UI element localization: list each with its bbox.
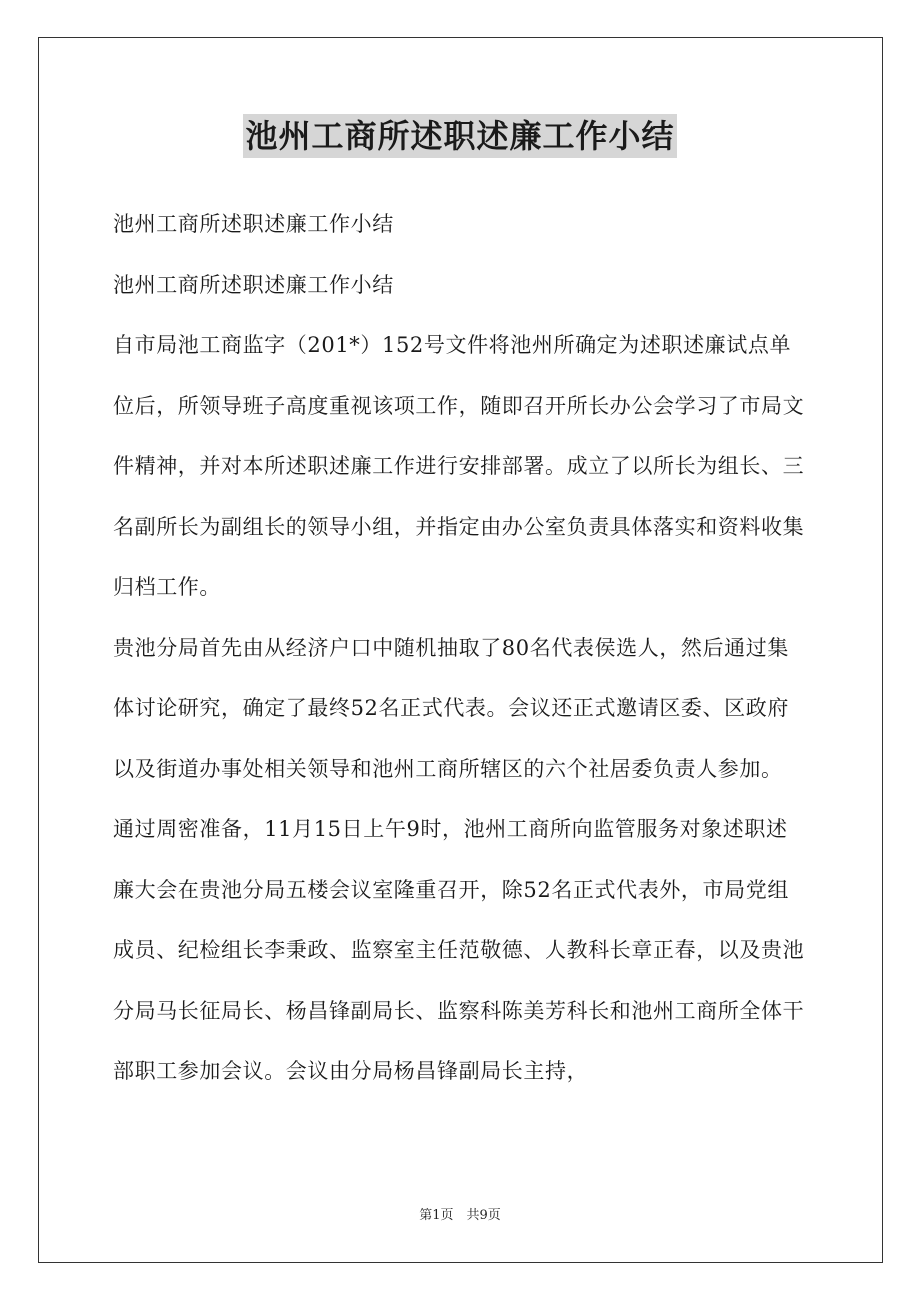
document-body (113, 194, 808, 1102)
document-title (0, 114, 920, 158)
paragraph: 池州工商所述职述廉工作小结 (113, 212, 394, 236)
page-number: 第1页 共9页 (419, 1208, 501, 1223)
paragraph: 池州工商所述职述廉工作小结 (113, 272, 394, 297)
paragraph: 通过周密准备，11月15日上午9时，池州工商所向监管服务对象述职述廉大会在贵池分局五楼会议室隆重召开，除52名正式代表外，市局党组成员、纪检组长李秉政、监察室主任范敬德、人教科长章正春，以及贵池分局马长征局长、杨昌锋副局长、监察科陈美芳科长和池州工商所全体干部职工参加会议。会议由分局杨昌锋副局长主持， (113, 817, 805, 1083)
paragraph: 自市局池工商监字（201*）152号文件将池州所确定为述职述廉试点单位后，所领导班子高度重视该项工作，随即召开所长办公会学习了市局文件精神，并对本所述职述廉工作进行安排部署。成立了以所长为组长、三名副所长为副组长的领导小组，并指定由办公室负责具体落实和资料收集归档工作。 (113, 333, 805, 599)
paragraph: 贵池分局首先由从经济户口中随机抽取了80名代表侯选人，然后通过集体讨论研究，确定了最终52名正式代表。会议还正式邀请区委、区政府以及街道办事处相关领导和池州工商所辖区的六个社居委负责人参加。 (113, 635, 789, 781)
document-title-text: 池州工商所述职述廉工作小结 (243, 114, 676, 158)
